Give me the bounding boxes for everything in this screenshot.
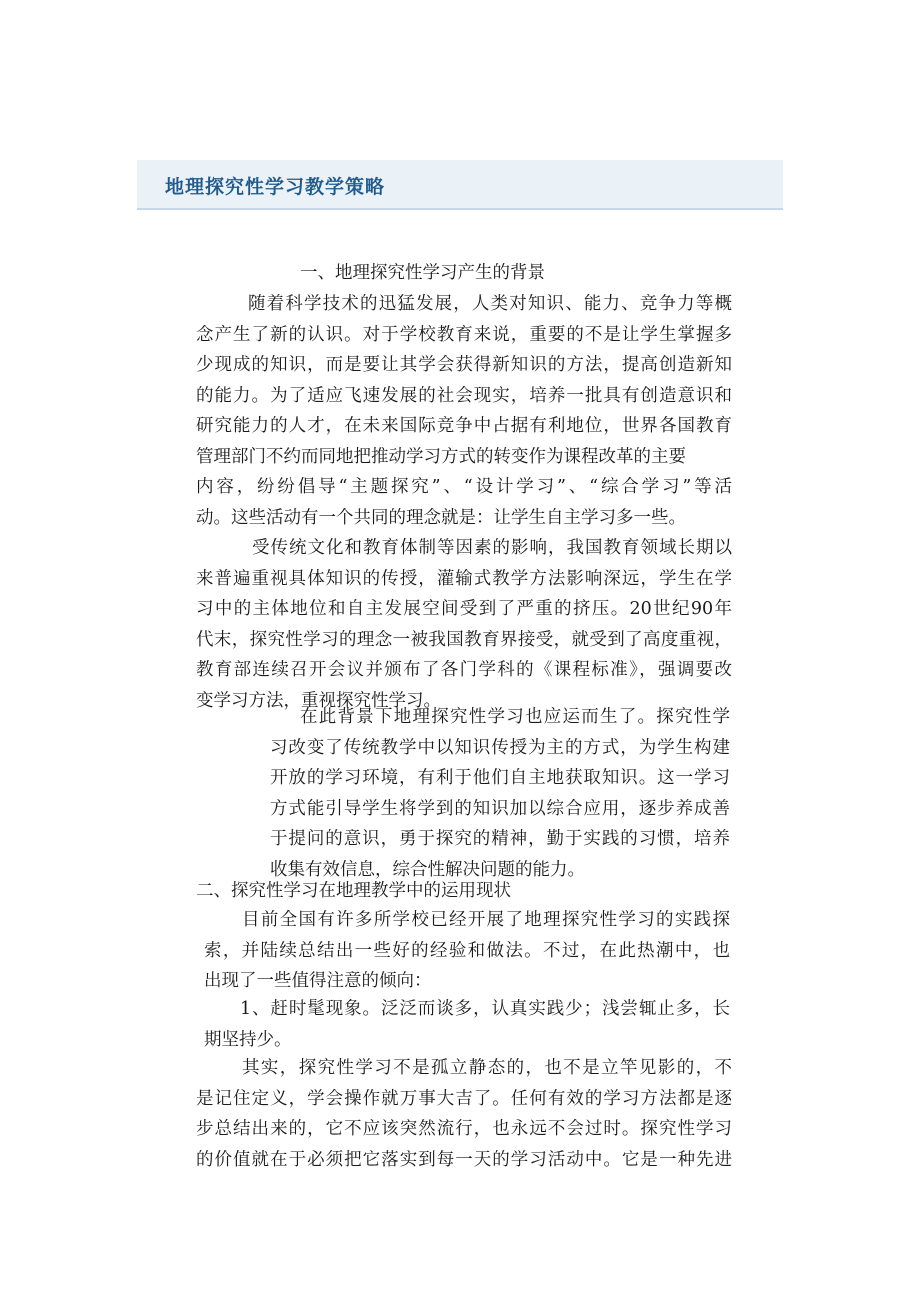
paragraph-line: 教育部连续召开会议并颁布了各门学科的《课程标准》，强调要改 bbox=[196, 660, 732, 680]
paragraph-line: 动。这些活动有一个共同的理念就是：让学生自主学习多一些。 bbox=[196, 507, 686, 528]
paragraph-line: 的价值就在于必须把它落实到每一天的学习活动中。它是一种先进 bbox=[196, 1149, 732, 1170]
paragraph-line: 代末，探究性学习的理念一被我国教育界接受，就受到了高度重视， bbox=[196, 629, 732, 650]
paragraph-line: 在此背景下地理探究性学习也应运而生了。探究性学 bbox=[300, 707, 730, 727]
paragraph-line: 开放的学习环境，有利于他们自主地获取知识。这一学习 bbox=[270, 768, 730, 788]
paragraph-6 bbox=[196, 1053, 732, 1175]
paragraph-line: 念产生了新的认识。对于学校教育来说，重要的不是让学生掌握多 bbox=[196, 324, 732, 345]
paragraph-line: 出现了一些值得注意的倾向： bbox=[204, 971, 432, 991]
title-bar bbox=[137, 160, 783, 210]
section-heading-2 bbox=[196, 876, 511, 907]
paragraph-line: 受传统文化和教育体制等因素的影响，我国教育领域长期以 bbox=[252, 538, 732, 558]
paragraph-line: 习中的主体地位和自主发展空间受到了严重的挤压。20世纪90年 bbox=[196, 599, 732, 619]
paragraph-line: 少现成的知识，而是要让其学会获得新知识的方法，提高创造新知 bbox=[196, 355, 732, 375]
paragraph-1 bbox=[196, 289, 732, 533]
paragraph-line: 内容，纷纷倡导“主题探究”、“设计学习”、“综合学习”等活 bbox=[196, 477, 732, 497]
paragraph-3 bbox=[270, 702, 730, 885]
paragraph-line: 是记住定义，学会操作就万事大吉了。任何有效的学习方法都是逐 bbox=[196, 1088, 732, 1109]
paragraph-line: 索，并陆续总结出一些好的经验和做法。不过，在此热潮中，也 bbox=[204, 940, 730, 961]
paragraph-line: 于提问的意识，勇于探究的精神，勤于实践的习惯，培养 bbox=[270, 829, 730, 849]
paragraph-line: 其实，探究性学习不是孤立静态的，也不是立竿见影的，不 bbox=[242, 1058, 732, 1078]
paragraph-4 bbox=[204, 905, 730, 997]
paragraph-line: 变学习方法，重视探究性学习。 bbox=[196, 690, 441, 711]
paragraph-line: 方式能引导学生将学到的知识加以综合应用，逐步养成善 bbox=[270, 798, 730, 819]
paragraph-line: 期坚持少。 bbox=[204, 1029, 292, 1050]
paragraph-line: 收集有效信息，综合性解决问题的能力。 bbox=[270, 859, 585, 880]
document-title: 地理探究性学习教学策略 bbox=[165, 176, 386, 198]
paragraph-line: 研究能力的人才，在未来国际竞争中占据有利地位，世界各国教育 bbox=[196, 416, 732, 436]
paragraph-line: 的能力。为了适应飞速发展的社会现实，培养一批具有创造意识和 bbox=[196, 385, 732, 406]
paragraph-line: 随着科学技术的迅猛发展，人类对知识、能力、竞争力等概 bbox=[248, 294, 732, 314]
paragraph-line: 步总结出来的，它不应该突然流行，也永远不会过时。探究性学习 bbox=[196, 1119, 732, 1139]
section-heading-1 bbox=[300, 258, 545, 289]
paragraph-line: 目前全国有许多所学校已经开展了地理探究性学习的实践探 bbox=[242, 910, 730, 930]
section-heading-text: 一、地理探究性学习产生的背景 bbox=[300, 263, 545, 283]
paragraph-line: 1、赶时髦现象。泛泛而谈多，认真实践少；浅尝辄止多，长 bbox=[240, 999, 730, 1019]
paragraph-line: 来普遍重视具体知识的传授，灌输式教学方法影响深远，学生在学 bbox=[196, 568, 732, 589]
paragraph-5 bbox=[204, 994, 730, 1055]
paragraph-2 bbox=[196, 533, 732, 716]
paragraph-line: 管理部门不约而同地把推动学习方式的转变作为课程改革的主要 bbox=[196, 446, 686, 467]
paragraph-line: 习改变了传统教学中以知识传授为主的方式，为学生构建 bbox=[270, 737, 730, 758]
section-heading-text: 二、探究性学习在地理教学中的运用现状 bbox=[196, 881, 511, 901]
